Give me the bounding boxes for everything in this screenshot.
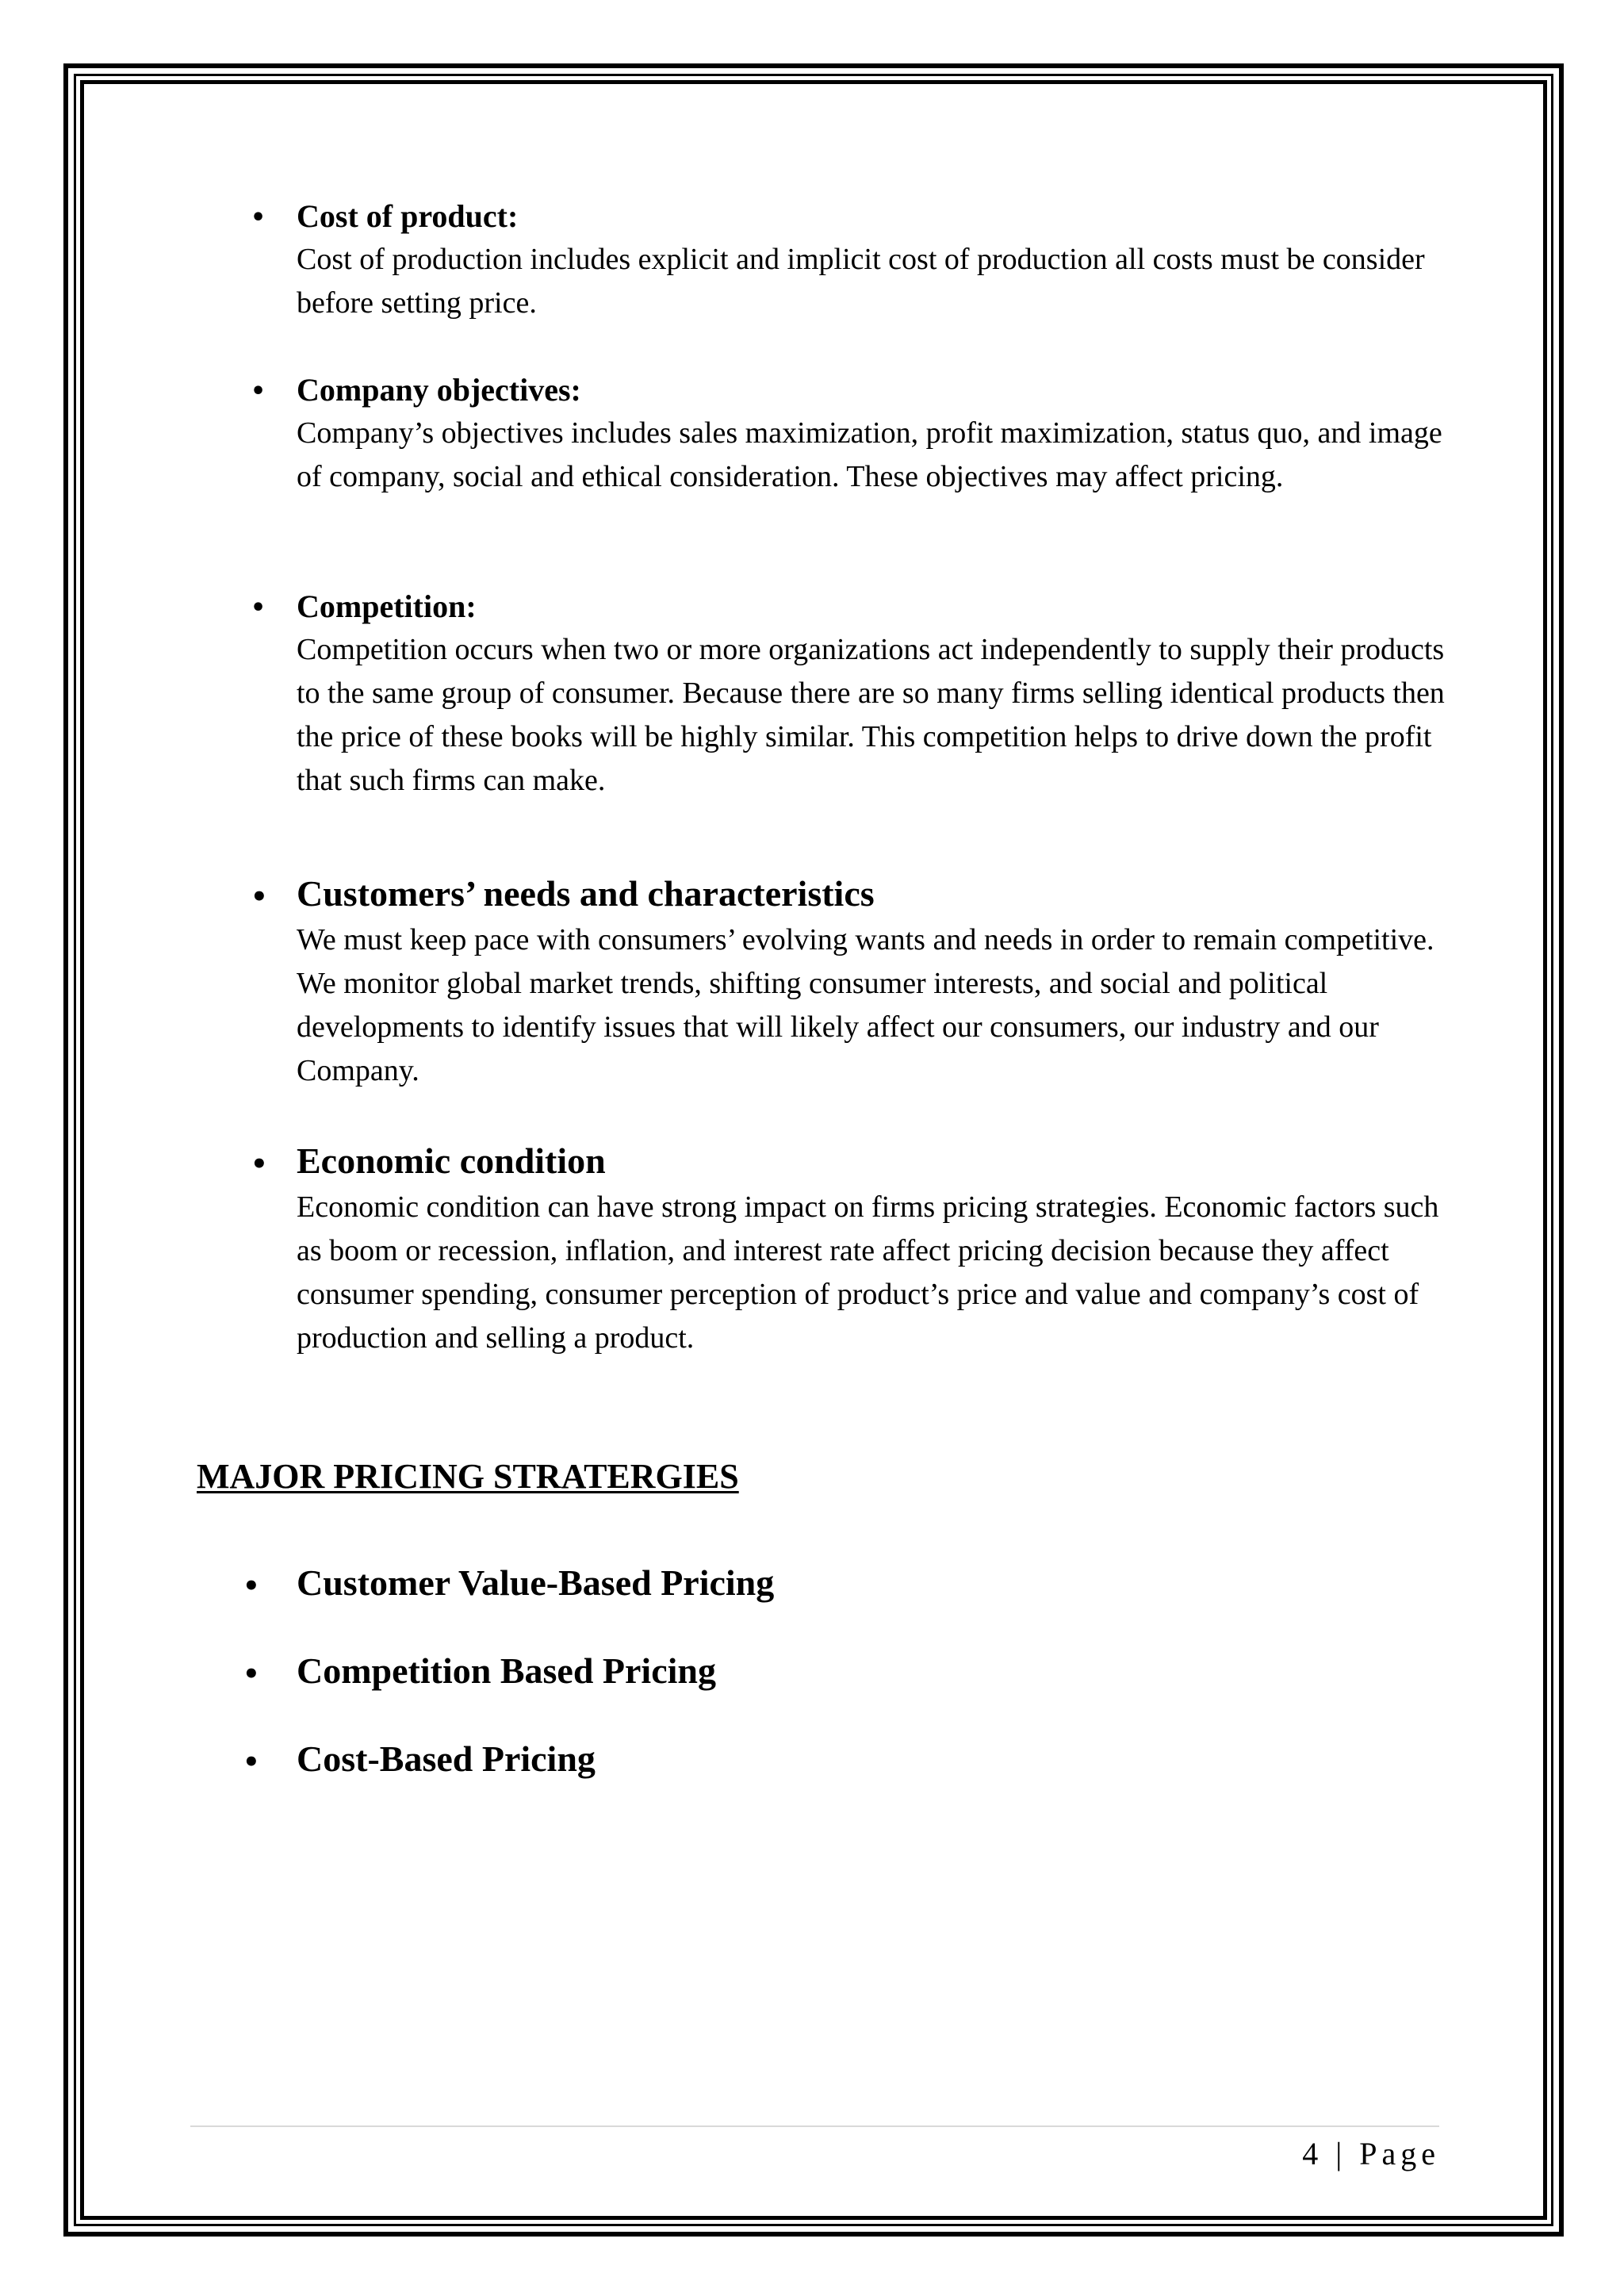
factor-description: Competition occurs when two or more organizations act independently to supply their products to the same group of consumer. Because there are so many firms selling identical products then the price of these books will be highly similar. This competition helps to drive down the profit that such firms can make. — [297, 633, 1445, 797]
factor-title — [243, 1137, 1448, 1186]
page-label: Page — [1359, 2136, 1440, 2171]
factor-description: Cost of production includes explicit and implicit cost of production all costs must be consider before setting price. — [297, 243, 1425, 320]
factor-title — [243, 585, 1448, 628]
strategy-item — [243, 1735, 596, 1783]
footer-divider — [190, 2125, 1439, 2127]
factor-title — [243, 368, 1448, 412]
bullet-icon: • — [251, 881, 268, 913]
factor-title — [243, 869, 1448, 918]
factor-description: We must keep pace with consumers’ evolving wants and needs in order to remain competitive. We monitor global market trends, shifting consumer interests, and social and political developments to identify issues that will likely affect our consumers, our industry and our Company. — [297, 923, 1434, 1087]
bullet-icon: • — [251, 1148, 268, 1180]
bullet-icon: • — [251, 378, 266, 405]
strategy-label: Competition Based Pricing — [297, 1650, 716, 1691]
factor-title-text: Economic condition — [297, 1140, 606, 1181]
page-number-footer — [1302, 2133, 1440, 2175]
factor-title — [243, 194, 1448, 238]
factor-description: Economic condition can have strong impact on firms pricing strategies. Economic factors such as boom or recession, inflation, and interest rate affect pricing decision because they affect consumer spending, consumer perception of product’s price and value and company’s cost of production and selling a product. — [297, 1190, 1439, 1355]
factor-economic-condition — [243, 1137, 1448, 1360]
bullet-icon: • — [251, 594, 266, 622]
strategy-item — [243, 1559, 774, 1607]
factor-competition — [243, 585, 1448, 803]
page-separator: | — [1335, 2136, 1347, 2171]
page-number: 4 — [1302, 2136, 1323, 2171]
factor-title-text: Cost of product: — [297, 198, 519, 234]
factor-title-text: Competition: — [297, 588, 477, 624]
factor-description: Company’s objectives includes sales maximization, profit maximization, status quo, and image of company, social and ethical consideration. These objectives may affect pricing. — [297, 416, 1442, 493]
strategy-label: Cost-Based Pricing — [297, 1738, 596, 1779]
bullet-icon: • — [251, 204, 266, 232]
factor-company-objectives — [243, 368, 1448, 499]
strategy-label: Customer Value-Based Pricing — [297, 1562, 775, 1603]
bullet-icon: • — [243, 1746, 260, 1778]
bullet-icon: • — [243, 1658, 260, 1690]
factor-title-text: Customers’ needs and characteristics — [297, 873, 875, 914]
factor-cost-of-product — [243, 194, 1448, 325]
bullet-icon: • — [243, 1570, 260, 1602]
factor-title-text: Company objectives: — [297, 372, 581, 408]
strategy-item — [243, 1647, 716, 1695]
section-heading: MAJOR PRICING STRATERGIES — [197, 1457, 739, 1496]
factor-customers-needs — [243, 869, 1448, 1093]
